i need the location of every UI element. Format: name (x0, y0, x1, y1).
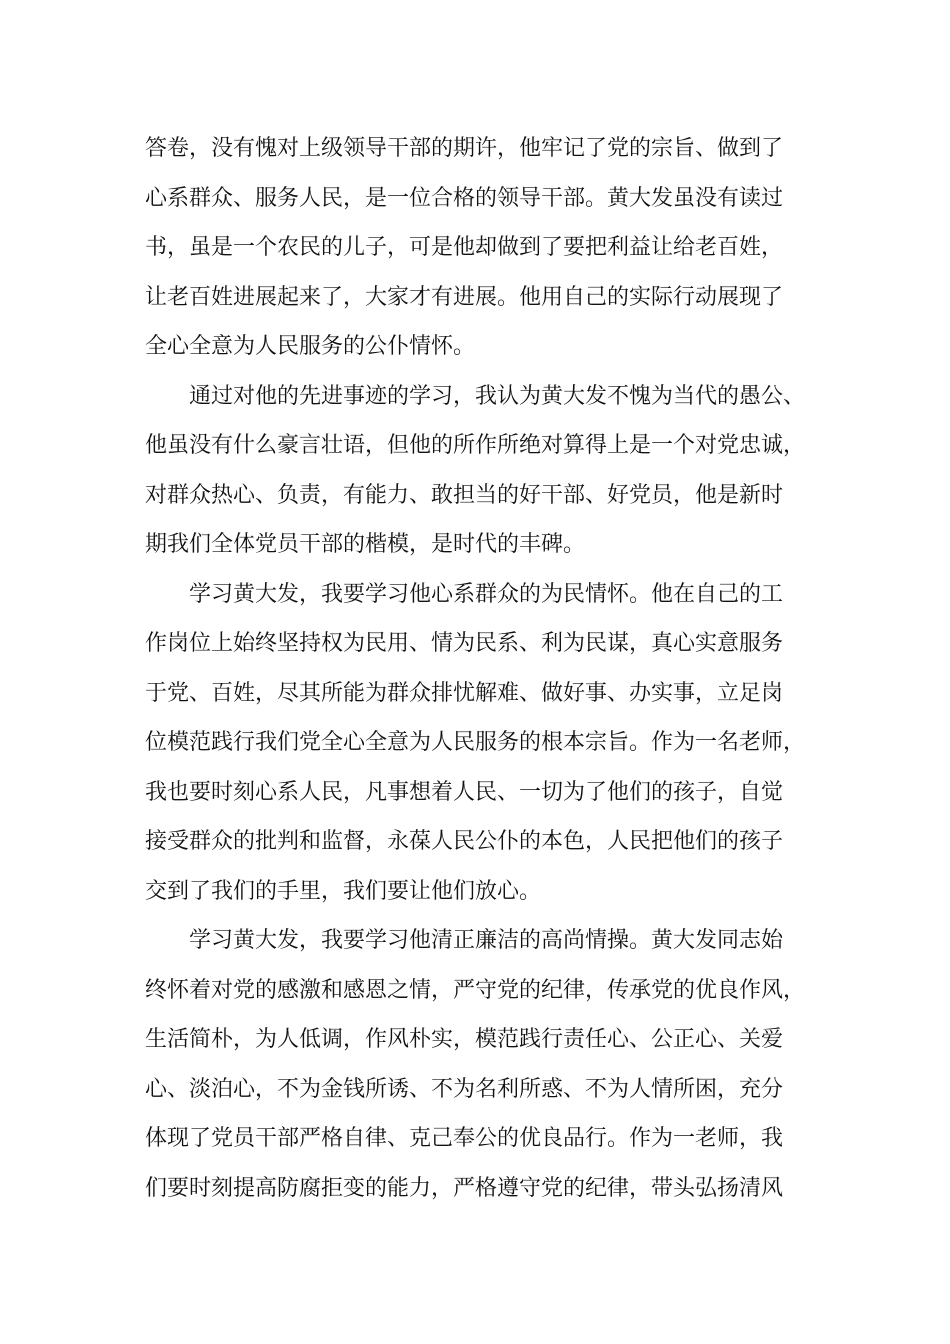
text-line: 体现了党员干部严格自律、克己奉公的优良品行。作为一老师，我 (145, 1126, 784, 1151)
text-line: 位模范践行我们党全心全意为人民服务的根本宗旨。作为一名老师， (145, 730, 806, 755)
text-line: 书，虽是一个农民的儿子，可是他却做到了要把利益让给老百姓， (145, 235, 784, 260)
text-line: 答卷，没有愧对上级领导干部的期许，他牢记了党的宗旨、做到了 (145, 136, 784, 161)
text-line: 全心全意为人民服务的公仆情怀。 (145, 334, 476, 359)
text-line: 作岗位上始终坚持权为民用、情为民系、利为民谋，真心实意服务 (145, 631, 784, 656)
text-line: 们要时刻提高防腐拒变的能力，严格遵守党的纪律，带头弘扬清风 (145, 1175, 784, 1201)
text-line: 于党、百姓，尽其所能为群众排忧解难、做好事、办实事，立足岗 (145, 680, 784, 706)
paragraph-first-line: 学习黄大发，我要学习他清正廉洁的高尚情操。黄大发同志始 (189, 928, 784, 953)
text-line: 终怀着对党的感激和感恩之情，严守党的纪律，传承党的优良作风， (145, 977, 806, 1003)
paragraph-first-line: 学习黄大发，我要学习他心系群众的为民情怀。他在自己的工 (189, 581, 784, 607)
text-line: 心、淡泊心，不为金钱所诱、不为名利所惑、不为人情所困，充分 (145, 1076, 784, 1102)
text-line: 他虽没有什么豪言壮语，但他的所作所绝对算得上是一个对党忠诚， (145, 433, 806, 458)
paragraph-first-line: 通过对他的先进事迹的学习，我认为黄大发不愧为当代的愚公、 (189, 383, 806, 409)
document-body (145, 124, 835, 1213)
text-line: 生活简朴，为人低调，作风朴实，模范践行责任心、公正心、关爱 (145, 1027, 784, 1052)
text-line: 交到了我们的手里，我们要让他们放心。 (145, 878, 542, 904)
text-line: 接受群众的批判和监督，永葆人民公仆的本色，人民把他们的孩子 (145, 829, 784, 854)
text-line: 心系群众、服务人民，是一位合格的领导干部。黄大发虽没有读过 (145, 185, 784, 211)
text-line: 我也要时刻心系人民，凡事想着人民、一切为了他们的孩子，自觉 (145, 779, 784, 805)
text-line: 对群众热心、负责，有能力、敢担当的好干部、好党员，他是新时 (145, 482, 784, 508)
text-line: 让老百姓进展起来了，大家才有进展。他用自己的实际行动展现了 (145, 284, 784, 310)
text-line: 期我们全体党员干部的楷模，是时代的丰碑。 (145, 532, 586, 557)
